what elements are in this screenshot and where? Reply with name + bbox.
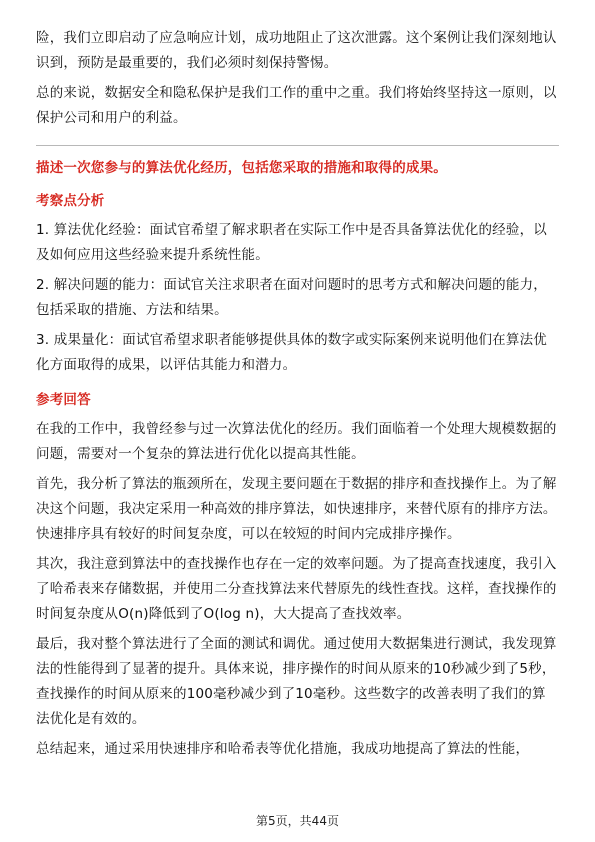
analysis-item: 3. 成果量化：面试官希望求职者能够提供具体的数字或实际案例来说明他们在算法优化方面取得的成果，以评估其能力和潜力。 xyxy=(36,332,547,373)
section-divider xyxy=(36,145,559,146)
answer-heading: 参考回答 xyxy=(36,392,91,408)
page-content xyxy=(36,26,559,767)
answer-paragraph: 总结起来，通过采用快速排序和哈希表等优化措施，我成功地提高了算法的性能， xyxy=(36,741,530,757)
page-number: 第5页，共44页 xyxy=(256,814,339,828)
answer-paragraph: 在我的工作中，我曾经参与过一次算法优化的经历。我们面临着一个处理大规模数据的问题，需要对一个复杂的算法进行优化以提高其性能。 xyxy=(36,421,557,462)
question-title: 描述一次您参与的算法优化经历，包括您采取的措施和取得的成果。 xyxy=(36,160,447,176)
intro-paragraph: 险，我们立即启动了应急响应计划，成功地阻止了这次泄露。这个案例让我们深刻地认识到，预防是最重要的，我们必须时刻保持警惕。 xyxy=(36,30,557,71)
analysis-item: 1. 算法优化经验：面试官希望了解求职者在实际工作中是否具备算法优化的经验，以及如何应用这些经验来提升系统性能。 xyxy=(36,222,547,263)
intro-paragraph: 总的来说，数据安全和隐私保护是我们工作的重中之重。我们将始终坚持这一原则，以保护公司和用户的利益。 xyxy=(36,85,557,126)
answer-paragraph: 最后，我对整个算法进行了全面的测试和调优。通过使用大数据集进行测试，我发现算法的性能得到了显著的提升。具体来说，排序操作的时间从原来的10秒减少到了5秒，查找操作的时间从原来的100毫秒减少到了10毫秒。这些数字的改善表明了我们的算法优化是有效的。 xyxy=(36,636,557,727)
analysis-heading: 考察点分析 xyxy=(36,193,105,209)
answer-paragraph: 首先，我分析了算法的瓶颈所在，发现主要问题在于数据的排序和查找操作上。为了解决这个问题，我决定采用一种高效的排序算法，如快速排序，来替代原有的排序方法。快速排序具有较好的时间复杂度，可以在较短的时间内完成排序操作。 xyxy=(36,476,557,542)
analysis-item: 2. 解决问题的能力：面试官关注求职者在面对问题时的思考方式和解决问题的能力，包括采取的措施、方法和结果。 xyxy=(36,277,547,318)
answer-paragraph: 其次，我注意到算法中的查找操作也存在一定的效率问题。为了提高查找速度，我引入了哈希表来存储数据，并使用二分查找算法来代替原先的线性查找。这样，查找操作的时间复杂度从O(n)降低到了O(log n)，大大提高了查找效率。 xyxy=(36,556,557,622)
